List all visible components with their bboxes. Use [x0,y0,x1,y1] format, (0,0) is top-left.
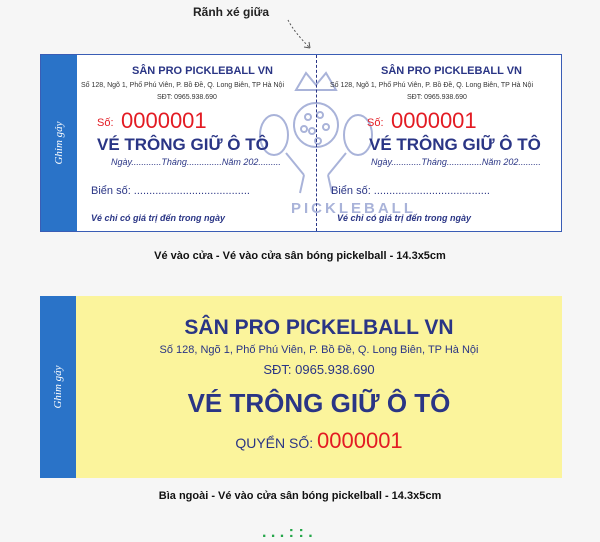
venue-address: Số 128, Ngõ 1, Phố Phú Viên, P. Bồ Đề, Q. Long Biên, TP Hà Nội [81,82,285,89]
serial-label: Số: [367,117,384,129]
plate-line: Biển số: ...................................... [331,185,490,197]
cover-address: Số 128, Ngõ 1, Phố Phú Viên, P. Bồ Đề, Q. Long Biên, TP Hà Nội [159,344,479,356]
cover-venue-name: SÂN PRO PICKELBALL VN [184,316,454,339]
venue-name: SÂN PRO PICKLEBALL VN [381,65,522,77]
cover-book-number-row [76,428,562,454]
stub-label: Ghim gáy [52,365,64,409]
venue-name: SÂN PRO PICKLEBALL VN [132,65,273,77]
date-line: Ngày............Tháng..............Năm 202......... [111,157,281,167]
venue-phone: SĐT: 0965.938.690 [407,94,467,101]
ticket-sample [40,54,562,232]
ticket-half-left [77,55,316,231]
cover-ticket-title: VÉ TRÔNG GIỮ Ô TÔ [187,388,451,418]
serial-number: 0000001 [391,108,477,133]
logo-wordmark: PICKLEBALL [291,200,416,217]
date-line: Ngày............Tháng..............Năm 202......... [371,157,541,167]
venue-phone: SĐT: 0965.938.690 [157,94,217,101]
book-number-label: QUYỂN SỐ: [235,435,314,451]
ticket-half-right [317,55,563,231]
ticket-title: VÉ TRÔNG GIỮ Ô TÔ [369,135,541,154]
stub-label: Ghim gáy [53,121,65,165]
tear-arrow-icon [280,14,320,54]
binding-stub [41,55,77,231]
book-number: 0000001 [317,428,403,453]
ticket-title: VÉ TRÔNG GIỮ Ô TÔ [97,135,269,154]
venue-address: Số 128, Ngõ 1, Phố Phú Viên, P. Bồ Đề, Q. Long Biên, TP Hà Nội [330,82,534,89]
book-cover [40,296,562,478]
serial-label: Số: [97,117,114,129]
plate-line: Biển số: ...................................... [91,185,250,197]
caption-ticket: Vé vào cửa - Vé vào cửa sân bóng pickelball - 14.3x5cm [154,250,446,262]
serial-number: 0000001 [121,108,207,133]
tear-line-annotation: Rãnh xé giữa [193,5,270,19]
cover-phone: SĐT: 0965.938.690 [263,362,375,377]
validity-note: Vé chỉ có giá trị đến trong ngày [337,213,472,223]
caption-cover: Bìa ngoài - Vé vào cửa sân bóng pickelball - 14.3x5cm [158,490,442,502]
cropped-text: . . . : : . [262,524,313,541]
validity-note: Vé chỉ có giá trị đến trong ngày [91,213,226,223]
binding-stub [40,296,76,478]
